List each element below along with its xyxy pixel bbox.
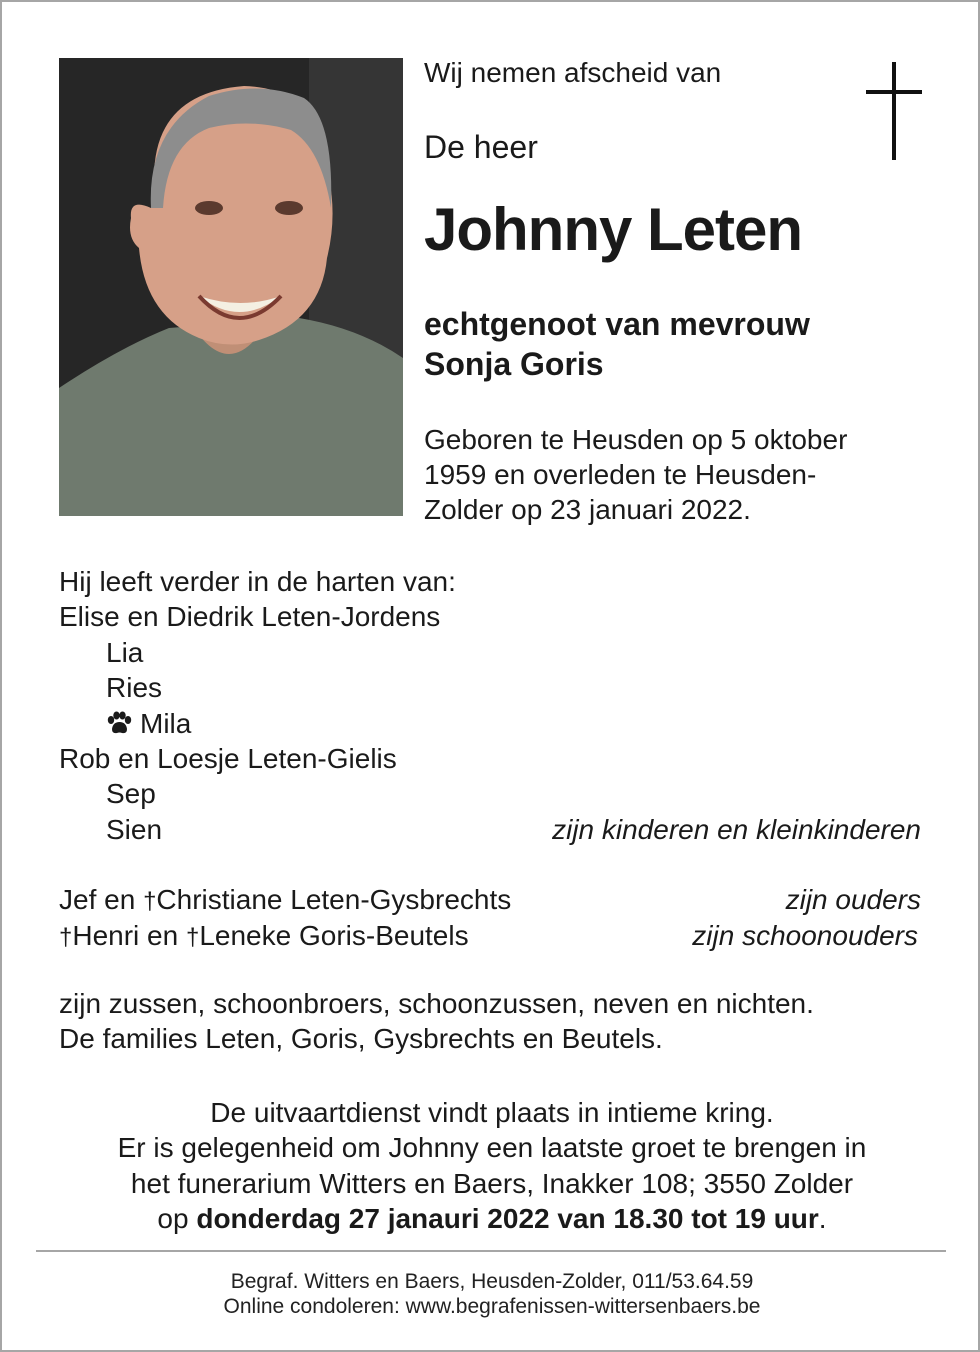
family-heading: Hij leeft verder in de harten van:	[59, 566, 456, 597]
cross-icon	[866, 62, 922, 160]
service-info	[32, 1095, 952, 1237]
condolence-link[interactable]: Online condoleren: www.begrafenissen-wittersenbaers.be	[223, 1295, 761, 1318]
grandchild-row	[59, 812, 929, 847]
grandchild: Sien	[106, 813, 163, 845]
grandchild: Lia	[106, 636, 144, 668]
pet-name: Mila	[140, 707, 192, 739]
service-line: het funerarium Witters en Baers, Inakker 108; 3550 Zolder	[130, 1167, 854, 1199]
inlaws-row	[59, 918, 929, 953]
parents-prefix: Jef en	[59, 884, 144, 916]
family-list	[59, 564, 929, 953]
child-couple: Rob en Loesje Leten-Gielis	[59, 742, 397, 774]
service-prefix: op	[157, 1203, 197, 1235]
intro-text: Wij nemen afscheid van	[424, 57, 722, 88]
inlaws-label: zijn schoonouders	[692, 919, 918, 951]
spouse-block	[424, 304, 810, 384]
dagger-icon: †	[185, 923, 200, 951]
parents-row	[59, 882, 929, 917]
inlaws-first: Henri en	[72, 919, 186, 951]
parents-name: Christiane Leten-Gysbrechts	[156, 884, 512, 916]
child-couple: Elise en Diedrik Leten-Jordens	[59, 601, 441, 633]
dagger-icon: †	[59, 923, 73, 951]
grandchild: Sep	[106, 778, 156, 810]
service-line: De uitvaartdienst vindt plaats in intieme kring.	[210, 1097, 774, 1128]
children-label: zijn kinderen en kleinkinderen	[552, 813, 921, 845]
portrait-photo	[59, 58, 403, 516]
footer-divider	[36, 1250, 946, 1252]
footer	[32, 1269, 952, 1319]
grandchild-pet	[59, 706, 929, 741]
deceased-name: Johnny Leten	[424, 196, 803, 263]
spouse-line-2: Sonja Goris	[424, 346, 604, 382]
paw-icon	[106, 711, 132, 735]
spouse-line-1: echtgenoot van mevrouw	[424, 306, 810, 342]
service-line: Er is gelegenheid om Johnny een laatste groet te brengen in	[117, 1132, 867, 1164]
dates-line: Zolder op 23 januari 2022.	[424, 494, 751, 525]
dagger-icon: †	[143, 888, 157, 916]
parents-label: zijn ouders	[785, 884, 921, 916]
birth-death-text	[424, 422, 924, 527]
service-line	[32, 1201, 952, 1236]
dates-line: 1959 en overleden te Heusden-	[424, 459, 817, 490]
service-suffix: .	[818, 1203, 827, 1235]
service-datetime: donderdag 27 janauri 2022 van 18.30 tot 19 uur	[196, 1203, 819, 1235]
honorific: De heer	[424, 129, 538, 165]
relatives-line: zijn zussen, schoonbroers, schoonzussen, neven en nichten.	[59, 988, 814, 1019]
relatives-line: De families Leten, Goris, Gysbrechts en Beutels.	[59, 1023, 663, 1055]
grandchild: Ries	[106, 672, 163, 704]
dates-line: Geboren te Heusden op 5 oktober	[424, 424, 848, 455]
undertaker-info: Begraf. Witters en Baers, Heusden-Zolder, 011/53.64.59	[230, 1270, 754, 1293]
inlaws-second: Leneke Goris-Beutels	[199, 919, 469, 951]
relatives-text	[59, 986, 814, 1057]
